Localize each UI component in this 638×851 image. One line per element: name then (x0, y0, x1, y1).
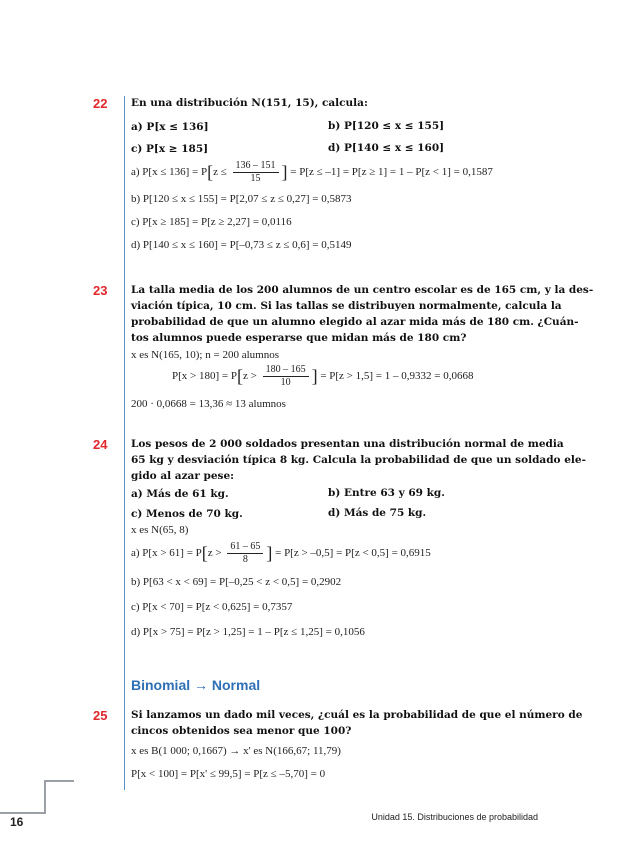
corner-decoration-horizontal (0, 812, 46, 814)
exercise-25-solution-1: x es B(1 000; 0,1667) → x' es N(166,67; 11,79) (131, 745, 341, 757)
exercise-25-line-1: Si lanzamos un dado mil veces, ¿cuál es la probabilidad de que el número de (131, 709, 583, 721)
exercise-25-line-2: cincos obtenidos sea menor que 100? (131, 725, 352, 737)
exercise-number-23: 23 (93, 283, 108, 298)
exercise-23-line-3: probabilidad de que un alumno elegido al azar mida más de 180 cm. ¿Cuán- (131, 316, 579, 328)
exercise-number-25: 25 (93, 708, 108, 723)
exercise-22-solution-a: a) P[x ≤ 136] = P[z ≤ $\frac{136 - 151}{15}$ ] = P[z ≤ –1] = P[z ≥ 1] = 1 – P[z < 1] = 0,1587 (131, 160, 493, 184)
corner-decoration (44, 780, 74, 782)
exercise-23-solution-3: 200 · 0,0668 = 13,36 ≈ 13 alumnos (131, 398, 286, 410)
exercise-22-solution-b: b) P[120 ≤ x ≤ 155] = P[2,07 ≤ z ≤ 0,27] = 0,5873 (131, 193, 352, 205)
exercise-22-solution-d: d) P[140 ≤ x ≤ 160] = P[–0,73 ≤ z ≤ 0,6] = 0,5149 (131, 239, 352, 251)
exercise-24-line-2: 65 kg y desviación típica 8 kg. Calcula la probabilidad de que un soldado ele- (131, 454, 586, 466)
exercise-23-line-4: tos alumnos puede esperarse que midan más de 180 cm? (131, 332, 467, 344)
exercise-24-line-1: Los pesos de 2 000 soldados presentan una distribución normal de media (131, 438, 564, 450)
corner-decoration-vertical (44, 782, 46, 814)
exercise-22-solution-c: c) P[x ≥ 185] = P[z ≥ 2,27] = 0,0116 (131, 216, 292, 228)
exercise-24-solution-d: d) P[x > 75] = P[z > 1,25] = 1 – P[z ≤ 1,25] = 0,1056 (131, 626, 365, 638)
exercise-24-solution-b: b) P[63 < x < 69] = P[–0,25 < z < 0,5] = 0,2902 (131, 576, 342, 588)
page-number: 16 (10, 815, 24, 829)
footer-unit-title: Unidad 15. Distribuciones de probabilidad (371, 812, 538, 822)
margin-rule (124, 96, 125, 790)
exercise-24-solution-0: x es N(65, 8) (131, 524, 189, 536)
exercise-23-solution-1: x es N(165, 10); n = 200 alumnos (131, 349, 279, 361)
exercise-22-item-c: c) P[x ≥ 185] (131, 143, 209, 155)
exercise-24-solution-c: c) P[x < 70] = P[z < 0,625] = 0,7357 (131, 601, 293, 613)
exercise-22-item-a: a) P[x ≤ 136] (131, 121, 209, 133)
section-heading: Binomial → Normal (131, 677, 261, 693)
exercise-22-statement: En una distribución N(151, 15), calcula: (131, 97, 368, 109)
exercise-24-item-c: c) Menos de 70 kg. (131, 508, 243, 520)
exercise-24-solution-a: a) P[x > 61] = P[z > $\frac{61 - 65}{8}$ ] = P[z > –0,5] = P[z < 0,5] = 0,6915 (131, 541, 431, 565)
exercise-23-solution-2: P[x > 180] = P[z > $\frac{180 - 165}{10}$ ] = P[z > 1,5] = 1 – 0,9332 = 0,0668 (172, 364, 474, 388)
exercise-23-line-1: La talla media de los 200 alumnos de un centro escolar es de 165 cm, y la des- (131, 284, 594, 296)
exercise-number-22: 22 (93, 96, 108, 111)
exercise-24-item-b: b) Entre 63 y 69 kg. (328, 487, 445, 499)
exercise-number-24: 24 (93, 437, 108, 452)
exercise-24-item-d: d) Más de 75 kg. (328, 507, 427, 519)
exercise-22-item-d: d) P[140 ≤ x ≤ 160] (328, 142, 445, 154)
exercise-22-item-b: b) P[120 ≤ x ≤ 155] (328, 120, 445, 132)
exercise-25-solution-2: P[x < 100] = P[x' ≤ 99,5] = P[z ≤ –5,70] = 0 (131, 768, 326, 780)
exercise-24-line-3: gido al azar pese: (131, 470, 235, 482)
exercise-23-line-2: viación típica, 10 cm. Si las tallas se distribuyen normalmente, calcula la (131, 300, 562, 312)
exercise-24-item-a: a) Más de 61 kg. (131, 488, 229, 500)
